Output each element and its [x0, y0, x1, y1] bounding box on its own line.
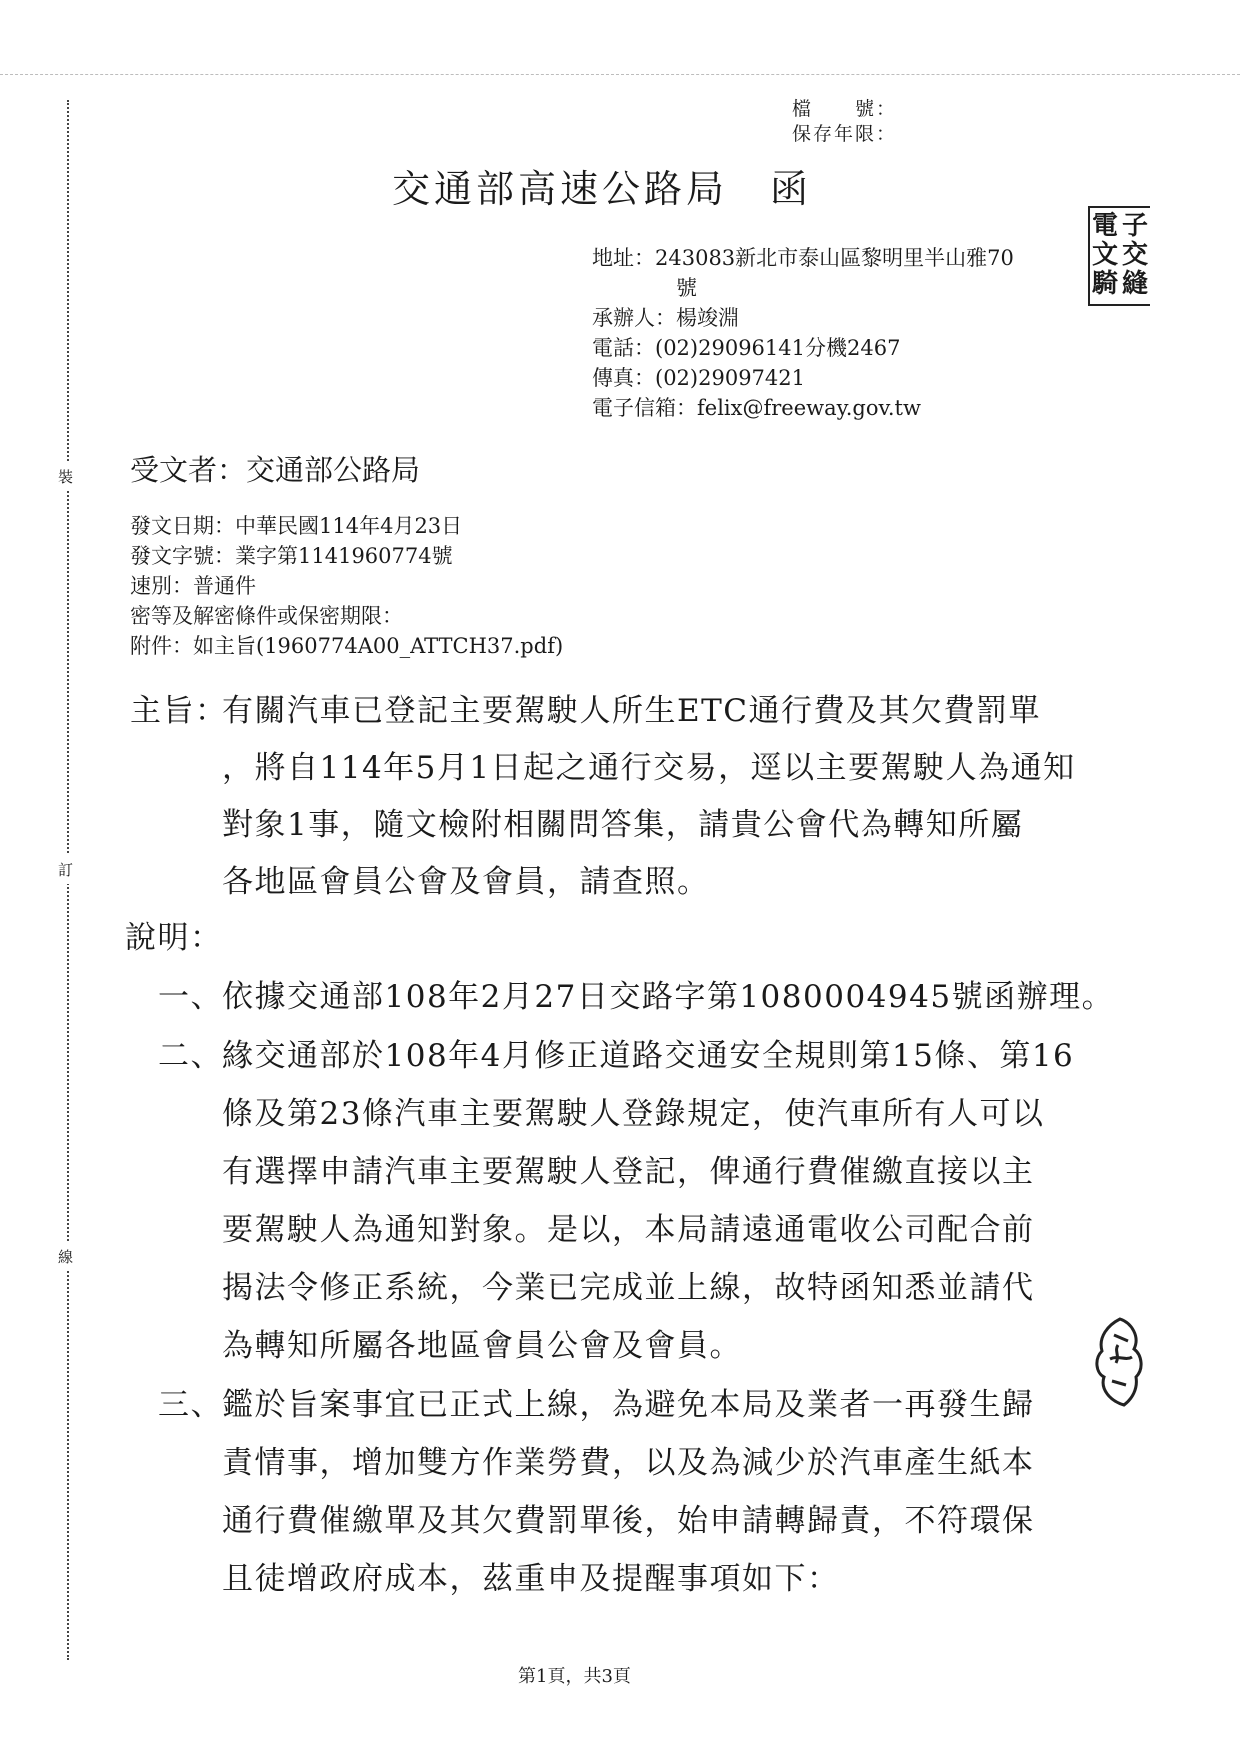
document-title: 交通部高速公路局 函 — [392, 167, 813, 211]
subject-label: 主旨： — [130, 693, 228, 729]
stamp-char: 子 — [1121, 211, 1148, 241]
archive-number-label: 檔 號： — [792, 98, 898, 120]
subject-line: 各地區會員公會及會員，請查照。 — [222, 864, 710, 900]
phone-line: 電話：(02)29096141分機2467 — [592, 336, 901, 360]
explanation-label: 說明： — [125, 920, 223, 956]
stamp-char: 縫 — [1121, 269, 1148, 299]
item-line: 依據交通部108年2月27日交路字第1080004945號函辦理。 — [222, 979, 1115, 1015]
dispatch-meta-block — [130, 511, 563, 661]
delivery-speed: 速別：普通件 — [130, 574, 256, 598]
item-line: 通行費催繳單及其欠費罰單後，始申請轉歸責，不符環保 — [222, 1503, 1035, 1539]
dispatch-number: 發文字號：業字第1141960774號 — [130, 544, 453, 568]
email-line: 電子信箱：felix@freeway.gov.tw — [592, 396, 921, 420]
binding-label-ding: 訂 — [58, 855, 73, 884]
contact-block — [592, 243, 1014, 423]
item-line: 有選擇申請汽車主要駕駛人登記，俾通行費催繳直接以主 — [222, 1154, 1035, 1190]
address-line: 地址：243083新北市泰山區黎明里半山雅70 — [592, 246, 1014, 270]
item-line: 要駕駛人為通知對象。是以，本局請遠通電收公司配合前 — [222, 1212, 1035, 1248]
scan-edge-line — [0, 74, 1240, 75]
binding-label-zhuang: 裝 — [58, 462, 73, 491]
item-number: 一、 — [158, 979, 223, 1015]
subject-line: ，將自114年5月1日起之通行交易，逕以主要駕駛人為通知 — [222, 750, 1076, 786]
item-line: 條及第23條汽車主要駕駛人登錄規定，使汽車所有人可以 — [222, 1096, 1045, 1132]
subject-line: 對象1事，隨文檢附相關問答集，請貴公會代為轉知所屬 — [222, 807, 1024, 843]
stamp-char: 電 — [1091, 211, 1118, 241]
item-line: 且徒增政府成本，茲重申及提醒事項如下： — [222, 1561, 840, 1597]
stamp-char: 交 — [1121, 240, 1148, 270]
binding-label-xian: 線 — [58, 1242, 73, 1271]
item-number: 三、 — [158, 1387, 223, 1423]
address-line-cont: 號 — [676, 276, 697, 300]
attachment-line: 附件：如主旨(1960774A00_ATTCH37.pdf) — [130, 634, 564, 658]
recipient-line: 受文者：交通部公路局 — [130, 453, 421, 487]
item-line: 為轉知所屬各地區會員公會及會員。 — [222, 1328, 742, 1364]
item-line: 鑑於旨案事宜已正式上線，為避免本局及業者一再發生歸 — [222, 1387, 1035, 1423]
item-line: 揭法令修正系統，今業已完成並上線，故特函知悉並請代 — [222, 1270, 1035, 1306]
handler-line: 承辦人：楊竣淵 — [592, 306, 739, 330]
item-line: 責情事，增加雙方作業勞費，以及為減少於汽車產生紙本 — [222, 1445, 1035, 1481]
partial-seal-mark — [1090, 1315, 1146, 1410]
fax-line: 傳真：(02)29097421 — [592, 366, 805, 390]
retention-period-label: 保存年限： — [792, 123, 898, 145]
stamp-char: 文 — [1091, 240, 1118, 270]
dispatch-date: 發文日期：中華民國114年4月23日 — [130, 514, 463, 538]
stamp-char: 騎 — [1091, 269, 1118, 299]
item-line: 緣交通部於108年4月修正道路交通安全規則第15條、第16 — [222, 1038, 1075, 1074]
electronic-seam-stamp — [1088, 206, 1150, 306]
subject-line: 有關汽車已登記主要駕駛人所生ETC通行費及其欠費罰單 — [222, 693, 1042, 729]
item-number: 二、 — [158, 1038, 223, 1074]
page-number: 第1頁，共3頁 — [518, 1666, 631, 1687]
secrecy-level: 密等及解密條件或保密期限： — [130, 604, 403, 628]
